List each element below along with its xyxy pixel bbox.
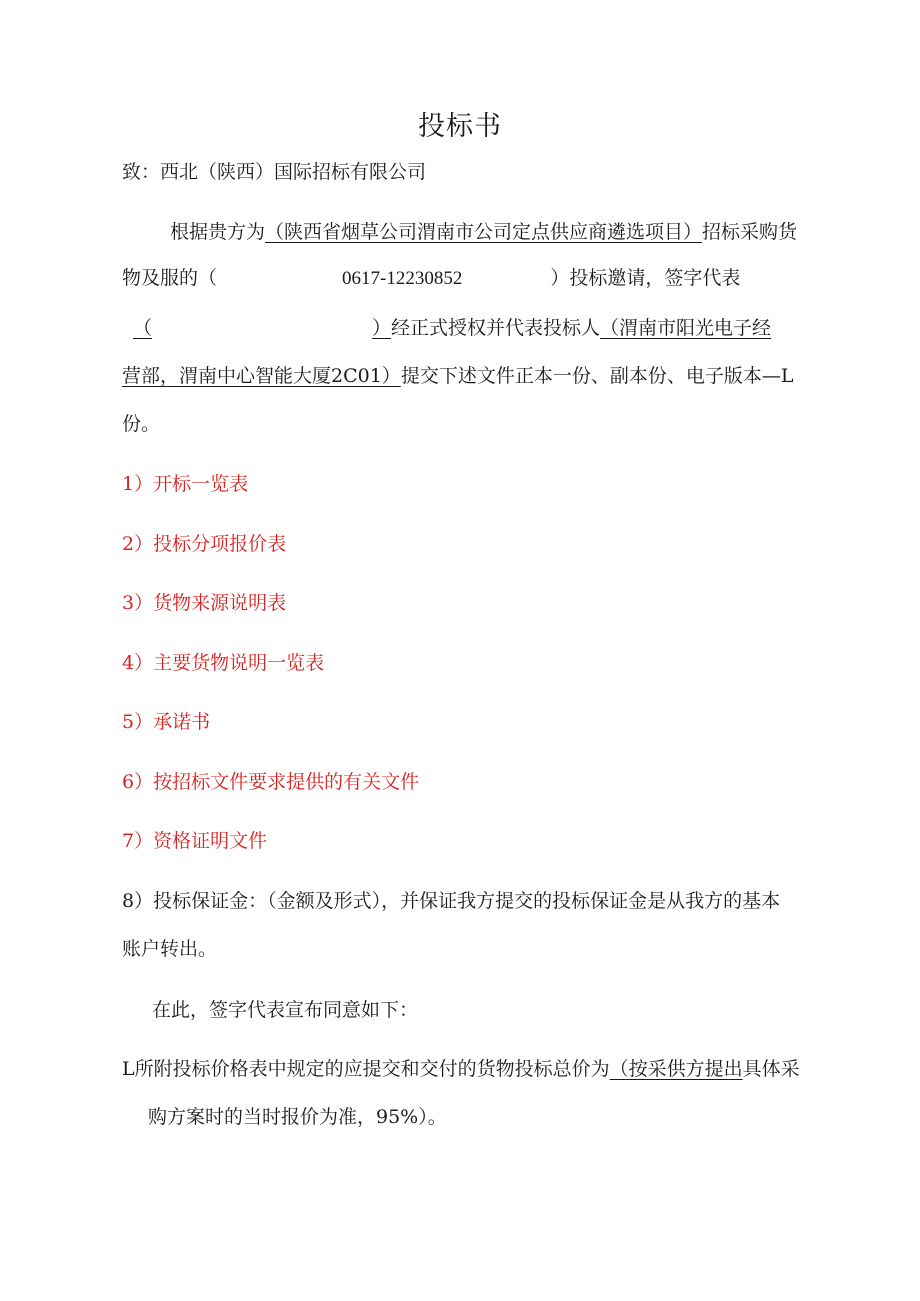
signatory-blank: （ ） <box>133 317 392 339</box>
intro-line-5: 份。 <box>122 413 161 435</box>
item-8-line-2: 账户转出。 <box>122 938 218 960</box>
intro-line-2 <box>0 266 920 291</box>
intro-text: 物及服的（ <box>122 267 218 289</box>
list-item: 6）按招标文件要求提供的有关文件 <box>122 771 420 793</box>
clause-1-line-2: 购方案时的当时报价为准，95%）。 <box>148 1106 447 1128</box>
list-item: 7）资格证明文件 <box>122 830 268 852</box>
intro-text: 经正式授权并代表投标人 <box>391 317 601 339</box>
project-name: （陕西省烟草公司渭南市公司定点供应商遴选项目） <box>265 221 703 243</box>
intro-text: 根据贵方为 <box>170 221 266 243</box>
clause-price-basis: （按采供方提出 <box>609 1058 743 1080</box>
list-item: 4）主要货物说明一览表 <box>122 652 325 674</box>
list-item: 2）投标分项报价表 <box>122 533 287 555</box>
intro-text: 提交下述文件正本一份、副本份、电子版本—L <box>400 365 794 387</box>
intro-text: 招标采购货 <box>702 221 798 243</box>
clause-1-line-1 <box>0 1057 920 1081</box>
list-item: 1）开标一览表 <box>122 473 249 495</box>
bidder-name: （渭南市阳光电子经 <box>600 317 772 339</box>
intro-line-4 <box>0 364 920 388</box>
bidder-address: 营部，渭南中心智能大厦2C01） <box>122 365 401 387</box>
intro-text: ）投标邀请，签字代表 <box>550 267 741 289</box>
clause-text: 具体采 <box>742 1058 800 1080</box>
addressee: 致：西北（陕西）国际招标有限公司 <box>122 161 427 183</box>
item-8-line-1: 8）投标保证金：（金额及形式），并保证我方提交的投标保证金是从我方的基本 <box>122 890 781 912</box>
list-item: 3）货物来源说明表 <box>122 592 287 614</box>
tender-number: 0617-12230852 <box>342 268 463 289</box>
intro-line-1 <box>0 220 920 244</box>
declaration: 在此，签字代表宣布同意如下： <box>152 999 419 1021</box>
page-title: 投标书 <box>418 111 502 142</box>
list-item: 5）承诺书 <box>122 711 211 733</box>
clause-text: L所附投标价格表中规定的应提交和交付的货物投标总价为 <box>122 1058 610 1080</box>
intro-line-3 <box>0 316 920 340</box>
